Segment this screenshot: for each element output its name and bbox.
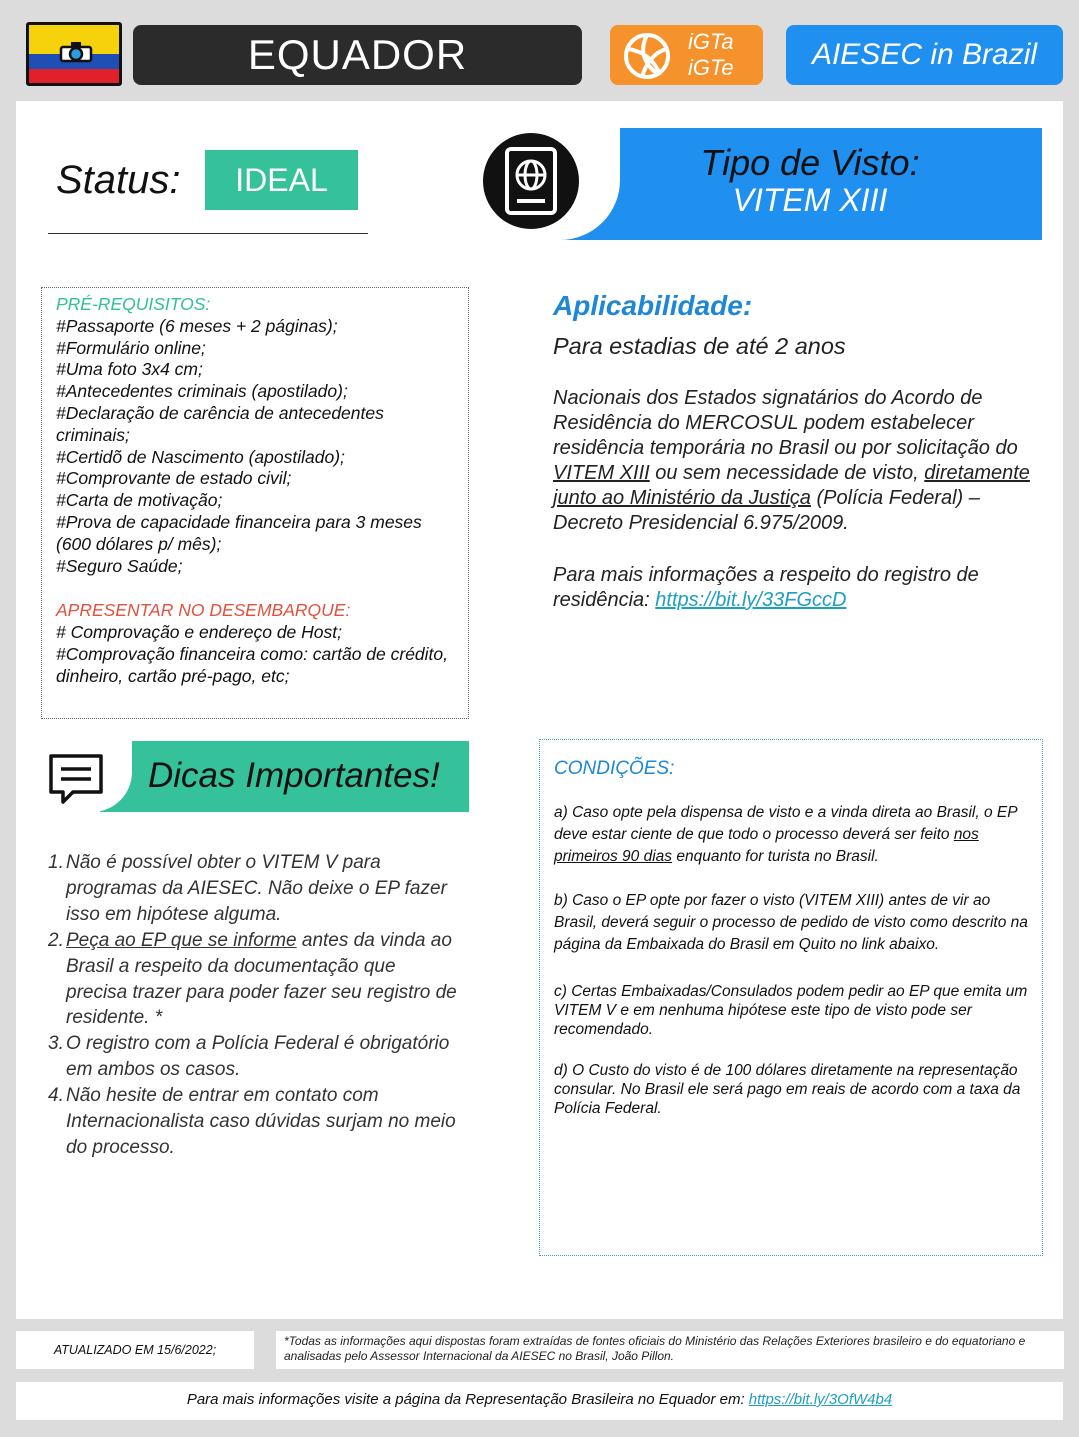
applicability-subtitle: Para estadias de até 2 anos: [553, 333, 846, 359]
updated-date: ATUALIZADO EM 15/6/2022;: [16, 1331, 254, 1369]
list-item: #Seguro Saúde;: [56, 555, 183, 576]
list-item: #Certidõ de Nascimento (apostilado);: [56, 446, 345, 467]
divider: [48, 233, 368, 234]
more-info-footer: Para mais informações visite a página da Representação Brasileira no Equador em: https://bit.ly/3OfW4b4: [16, 1382, 1063, 1420]
list-item: #Carta de motivação;: [56, 490, 223, 511]
vitem-link[interactable]: VITEM XIII: [553, 462, 650, 484]
list-item: #Comprovante de estado civil;: [56, 468, 292, 489]
ministry-link[interactable]: diretamente junto ao Ministério da Justiça: [553, 462, 1030, 509]
passport-icon: [477, 127, 585, 235]
list-item: 3. O registro com a Polícia Federal é obrigatório em ambos os casos.: [48, 1033, 450, 1081]
tips-list: [48, 850, 458, 1161]
status-label: Status:: [56, 158, 181, 202]
embassy-link[interactable]: https://bit.ly/3OfW4b4: [748, 1391, 893, 1408]
visa-type-title: Tipo de Visto:: [700, 142, 920, 183]
arrival-heading: APRESENTAR NO DESEMBARQUE:: [56, 600, 351, 621]
condition-d: d) O Custo do visto é de 100 dólares diretamente na representação consular. No Brasil ele será pago em reais de acordo com a taxa da Polícia Federal.: [554, 1062, 1021, 1117]
list-item: 2. Peça ao EP que se informe antes da vinda ao Brasil a respeito da documentação que precisa trazer para poder fazer seu registro de residente. *: [48, 929, 457, 1029]
volleyball-icon: [622, 31, 672, 81]
badge-line-2: iGTe: [688, 55, 734, 80]
status-badge: IDEAL: [205, 150, 358, 210]
program-badge: [610, 25, 763, 85]
list-item: #Comprovação financeira como: cartão de crédito, dinheiro, cartão pré-pago, etc;: [56, 643, 449, 686]
disclaimer: *Todas as informações aqui dispostas foram extraídas de fontes oficiais do Ministério das Relações Exteriores brasileiro e do equatoriano e analisadas pelo Assessor Internacional da AIESEC no Brasil, João Pillon.: [276, 1331, 1064, 1369]
list-item: #Declaração de carência de antecedentes criminais;: [56, 402, 384, 445]
prerequisites-box: [41, 287, 469, 719]
list-item: #Uma foto 3x4 cm;: [56, 359, 203, 380]
list-item: #Prova de capacidade financeira para 3 meses (600 dólares p/ mês);: [56, 511, 422, 554]
list-item: # Comprovação e endereço de Host;: [56, 622, 342, 643]
applicability-heading: Aplicabilidade:: [553, 290, 753, 321]
badge-line-1: iGTa: [688, 29, 734, 54]
list-item: 1. Não é possível obter o VITEM V para programas da AIESEC. Não deixe o EP fazer isso em hipótese alguma.: [48, 852, 447, 925]
conditions-heading: CONDIÇÕES:: [554, 758, 675, 779]
visa-type-value: VITEM XIII: [732, 182, 888, 218]
tips-heading: Dicas Importantes!: [148, 756, 440, 795]
list-item: #Passaporte (6 meses + 2 páginas);: [56, 315, 338, 336]
residence-info: Para mais informações a respeito do registro de residência: https://bit.ly/33FGccD: [553, 564, 979, 611]
condition-c: c) Certas Embaixadas/Consulados podem pedir ao EP que emita um VITEM V e em nenhuma hipótese este tipo de visto pode ser recomendado.: [554, 983, 1028, 1038]
condition-a: a) Caso opte pela dispensa de visto e a vinda direta ao Brasil, o EP deve estar ciente de que todo o processo deverá ser feito nos primeiros 90 dias enquanto for turista no Brasil.: [554, 804, 1017, 865]
list-item: #Antecedentes criminais (apostilado);: [56, 381, 348, 402]
list-item: 4. Não hesite de entrar em contato com Internacionalista caso dúvidas surjam no meio do processo.: [48, 1085, 456, 1158]
ecuador-flag-icon: [26, 22, 122, 86]
residence-link[interactable]: https://bit.ly/33FGccD: [655, 589, 847, 611]
condition-b: b) Caso o EP opte por fazer o visto (VITEM XIII) antes de vir ao Brasil, deverá seguir o processo de pedido de visto como descrito na página da Embaixada do Brasil em Quito no link abaixo.: [554, 892, 1028, 953]
list-item: #Formulário online;: [56, 337, 206, 358]
country-title: EQUADOR: [133, 25, 582, 85]
org-badge: AIESEC in Brazil: [786, 25, 1063, 85]
chat-icon: [47, 752, 105, 806]
prerequisites-heading: PRÉ-REQUISITOS:: [56, 294, 211, 314]
applicability-text: Nacionais dos Estados signatários do Acordo de Residência do MERCOSUL podem estabelecer residência temporária no Brasil ou por solicitação do VITEM XIII ou sem necessidade de visto, diretamente junto ao Ministério da Justiça (Polícia Federal) – Decreto Presidencial 6.975/2009.: [553, 387, 1030, 534]
conditions-box: [539, 739, 1043, 1256]
